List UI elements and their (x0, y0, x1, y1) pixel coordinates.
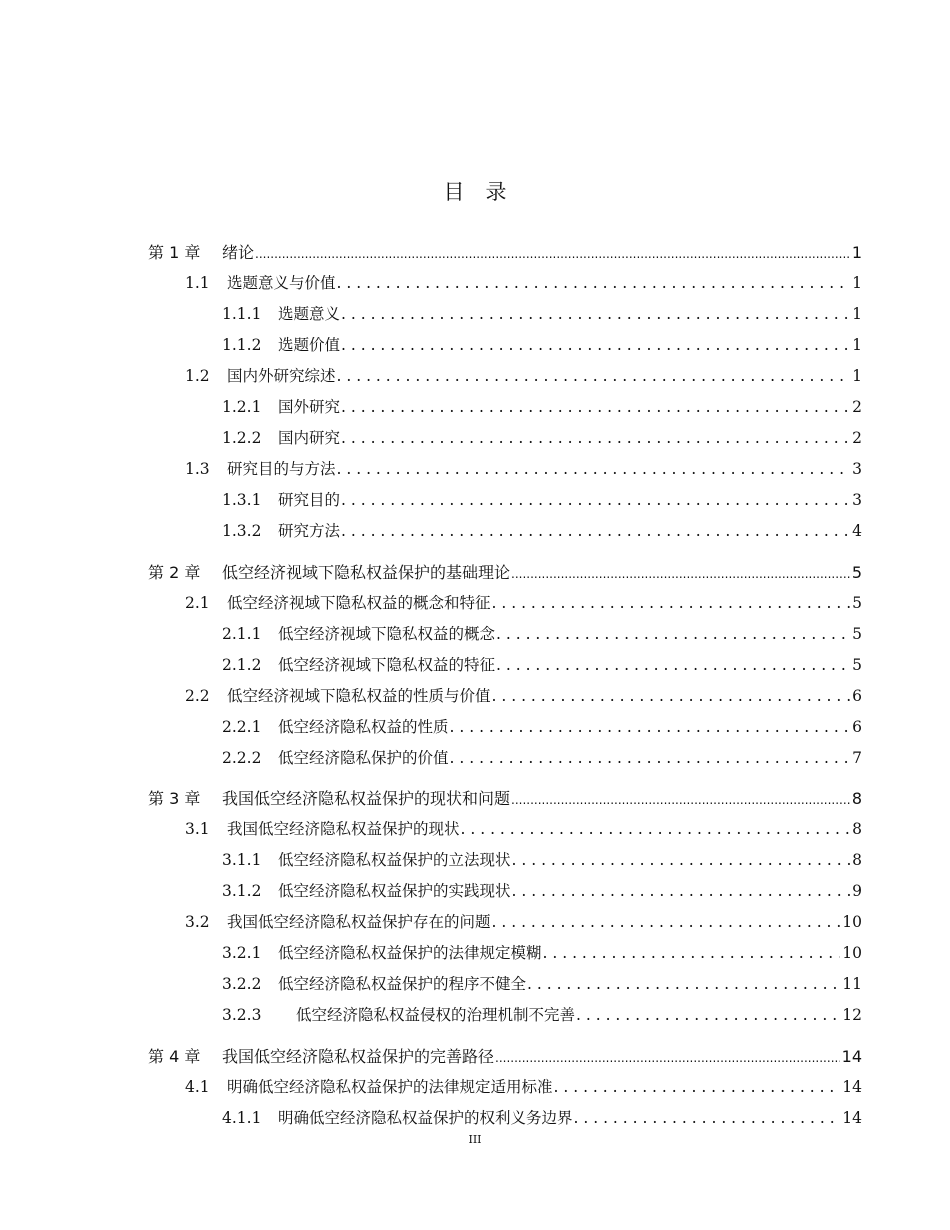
toc-dot-leader (496, 656, 850, 674)
toc-entry-page: 4 (852, 522, 862, 540)
toc-dot-leader (341, 305, 850, 323)
toc-entry-subsection[interactable] (222, 488, 862, 510)
toc-dot-leader (337, 460, 851, 478)
toc-entry-title: 低空经济隐私权益保护的立法现状 (278, 851, 511, 869)
toc-entry-page: 8 (852, 851, 862, 869)
toc-entry-chapter[interactable] (148, 560, 862, 583)
toc-entry-title: 明确低空经济隐私权益保护的法律规定适用标准 (227, 1078, 553, 1096)
toc-entry-title: 低空经济隐私权益保护的实践现状 (278, 882, 511, 900)
toc-entry-title: 绪论 (222, 243, 255, 262)
toc-entry-chapter[interactable] (148, 240, 862, 263)
toc-dot-leader (496, 625, 850, 643)
toc-entry-title: 国内研究 (278, 429, 341, 447)
toc-entry-section[interactable] (185, 591, 862, 613)
toc-dot-leader (255, 243, 850, 262)
toc-entry-page: 1 (852, 367, 862, 385)
toc-entry-page: 8 (851, 789, 862, 808)
toc-entry-title: 低空经济视域下隐私权益的特征 (278, 656, 496, 674)
toc-entry-chapter[interactable] (148, 786, 862, 809)
toc-dot-leader (511, 789, 850, 808)
toc-dot-leader (337, 274, 851, 292)
toc-entry-page: 3 (852, 491, 862, 509)
toc-entry-page: 7 (852, 749, 862, 767)
toc-entry-page: 1 (852, 274, 862, 292)
toc-entry-number: 第 4 章 (148, 1047, 201, 1066)
toc-entry-title: 低空经济视域下隐私权益的概念和特征 (227, 594, 491, 612)
toc-entry-page: 5 (852, 656, 862, 674)
toc-entry-number: 1.3.1 (222, 491, 262, 509)
toc-entry-section[interactable] (185, 1075, 862, 1097)
toc-dot-leader (495, 1047, 840, 1066)
toc-dot-leader (512, 882, 851, 900)
toc-entry-subsection[interactable] (222, 302, 862, 324)
toc-dot-leader (341, 398, 850, 416)
toc-entry-page: 3 (852, 460, 862, 478)
toc-entry-number: 4.1 (185, 1078, 210, 1096)
toc-entry-page: 5 (852, 594, 862, 612)
toc-dot-leader (450, 718, 851, 736)
toc-entry-number: 2.1 (185, 594, 210, 612)
toc-entry-subsection[interactable] (222, 519, 862, 541)
toc-entry-subsection[interactable] (222, 395, 862, 417)
toc-entry-title: 我国低空经济隐私权益保护存在的问题 (227, 913, 491, 931)
toc-entry-title: 低空经济隐私权益保护的程序不健全 (278, 975, 527, 993)
toc-entry-subsection[interactable] (222, 426, 862, 448)
toc-dot-leader (341, 336, 850, 354)
toc-dot-leader (461, 820, 851, 838)
toc-entry-title: 低空经济视域下隐私权益保护的基础理论 (222, 563, 511, 582)
toc-dot-leader (337, 367, 851, 385)
toc-entry-title: 我国低空经济隐私权益保护的现状 (227, 820, 460, 838)
toc-entry-page: 10 (842, 913, 862, 931)
toc-entry-number: 1.1.1 (222, 305, 262, 323)
toc-entry-number: 2.2.1 (222, 718, 262, 736)
toc-entry-number: 1.2.1 (222, 398, 262, 416)
toc-entry-page: 1 (852, 336, 862, 354)
toc-entry-section[interactable] (185, 817, 862, 839)
toc-entry-subsection[interactable] (222, 1106, 862, 1128)
toc-entry-page: 14 (842, 1109, 862, 1127)
toc-entry-subsection[interactable] (222, 848, 862, 870)
toc-entry-number: 2.2.2 (222, 749, 262, 767)
toc-entry-number: 2.1.2 (222, 656, 262, 674)
toc-entry-number: 第 3 章 (148, 789, 201, 808)
toc-entry-section[interactable] (185, 684, 862, 706)
toc-entry-number: 1.2 (185, 367, 210, 385)
toc-entry-subsection[interactable] (222, 653, 862, 675)
toc-entry-number: 3.2 (185, 913, 210, 931)
toc-entry-subsection[interactable] (222, 333, 862, 355)
toc-dot-leader (527, 975, 840, 993)
toc-entry-number: 1.3 (185, 460, 210, 478)
toc-entry-page: 1 (852, 305, 862, 323)
toc-entry-number: 第 2 章 (148, 563, 201, 582)
toc-entry-title: 低空经济隐私保护的价值 (278, 749, 449, 767)
toc-entry-page: 5 (852, 625, 862, 643)
toc-entry-title: 我国低空经济隐私权益保护的完善路径 (222, 1047, 495, 1066)
toc-entry-title: 研究目的 (278, 491, 341, 509)
toc-entry-number: 3.2.3 (222, 1006, 262, 1024)
toc-dot-leader (512, 851, 851, 869)
toc-dot-leader (574, 1109, 841, 1127)
toc-entry-number: 4.1.1 (222, 1109, 262, 1127)
page-number-footer: III (468, 1133, 482, 1146)
toc-entry-subsection[interactable] (222, 622, 862, 644)
toc-entry-page: 10 (842, 944, 862, 962)
toc-entry-title: 选题意义与价值 (227, 274, 336, 292)
toc-entry-subsection[interactable] (222, 941, 862, 963)
toc-entry-section[interactable] (185, 364, 862, 386)
toc-entry-section[interactable] (185, 457, 862, 479)
page-title: 目 录 (443, 180, 507, 204)
toc-entry-title: 明确低空经济隐私权益保护的权利义务边界 (278, 1109, 573, 1127)
toc-entry-page: 2 (852, 429, 862, 447)
toc-dot-leader (554, 1078, 841, 1096)
toc-entry-subsection[interactable] (222, 879, 862, 901)
toc-entry-title: 低空经济视域下隐私权益的概念 (278, 625, 496, 643)
toc-dot-leader (341, 522, 850, 540)
toc-entry-page: 11 (842, 975, 862, 993)
toc-entry-page: 1 (851, 243, 862, 262)
toc-entry-title: 低空经济隐私权益保护的法律规定模糊 (278, 944, 542, 962)
toc-entry-subsection[interactable] (222, 746, 862, 768)
toc-entry-number: 2.2 (185, 687, 210, 705)
toc-entry-page: 14 (842, 1078, 862, 1096)
toc-entry-page: 6 (852, 687, 862, 705)
toc-dot-leader (511, 563, 850, 582)
toc-entry-page: 8 (852, 820, 862, 838)
toc-dot-leader (341, 429, 850, 447)
toc-entry-section[interactable] (185, 910, 862, 932)
toc-entry-subsection[interactable] (222, 972, 862, 994)
toc-entry-number: 1.1 (185, 274, 210, 292)
toc-entry-title: 研究目的与方法 (227, 460, 336, 478)
toc-dot-leader (492, 594, 851, 612)
toc-entry-title: 低空经济视域下隐私权益的性质与价值 (227, 687, 491, 705)
toc-entry-page: 9 (852, 882, 862, 900)
toc-entry-title: 国外研究 (278, 398, 341, 416)
toc-entry-number: 3.2.1 (222, 944, 262, 962)
toc-entry-title: 低空经济隐私权益侵权的治理机制不完善 (296, 1006, 576, 1024)
toc-entry-number: 3.1.2 (222, 882, 262, 900)
toc-entry-number: 3.2.2 (222, 975, 262, 993)
toc-entry-number: 1.2.2 (222, 429, 262, 447)
toc-dot-leader (492, 913, 841, 931)
toc-entry-title: 研究方法 (278, 522, 341, 540)
toc-entry-subsection[interactable] (222, 715, 862, 737)
toc-entry-subsection[interactable] (222, 1003, 862, 1025)
toc-dot-leader (576, 1006, 840, 1024)
toc-entry-title: 选题价值 (278, 336, 341, 354)
toc-entry-title: 低空经济隐私权益的性质 (278, 718, 449, 736)
toc-entry-chapter[interactable] (148, 1044, 862, 1067)
toc-entry-title: 我国低空经济隐私权益保护的现状和问题 (222, 789, 511, 808)
toc-entry-number: 1.3.2 (222, 522, 262, 540)
toc-entry-number: 第 1 章 (148, 243, 201, 262)
toc-entry-page: 14 (841, 1047, 862, 1066)
toc-entry-number: 1.1.2 (222, 336, 262, 354)
toc-dot-leader (492, 687, 851, 705)
toc-entry-title: 选题意义 (278, 305, 341, 323)
toc-entry-page: 12 (842, 1006, 862, 1024)
toc-entry-number: 2.1.1 (222, 625, 262, 643)
toc-entry-title: 国内外研究综述 (227, 367, 336, 385)
toc-entry-number: 3.1.1 (222, 851, 262, 869)
toc-dot-leader (450, 749, 851, 767)
toc-entry-page: 5 (851, 563, 862, 582)
toc-entry-section[interactable] (185, 271, 862, 293)
toc-dot-leader (543, 944, 841, 962)
toc-dot-leader (341, 491, 850, 509)
toc-entry-page: 6 (852, 718, 862, 736)
toc-entry-page: 2 (852, 398, 862, 416)
toc-entry-number: 3.1 (185, 820, 210, 838)
